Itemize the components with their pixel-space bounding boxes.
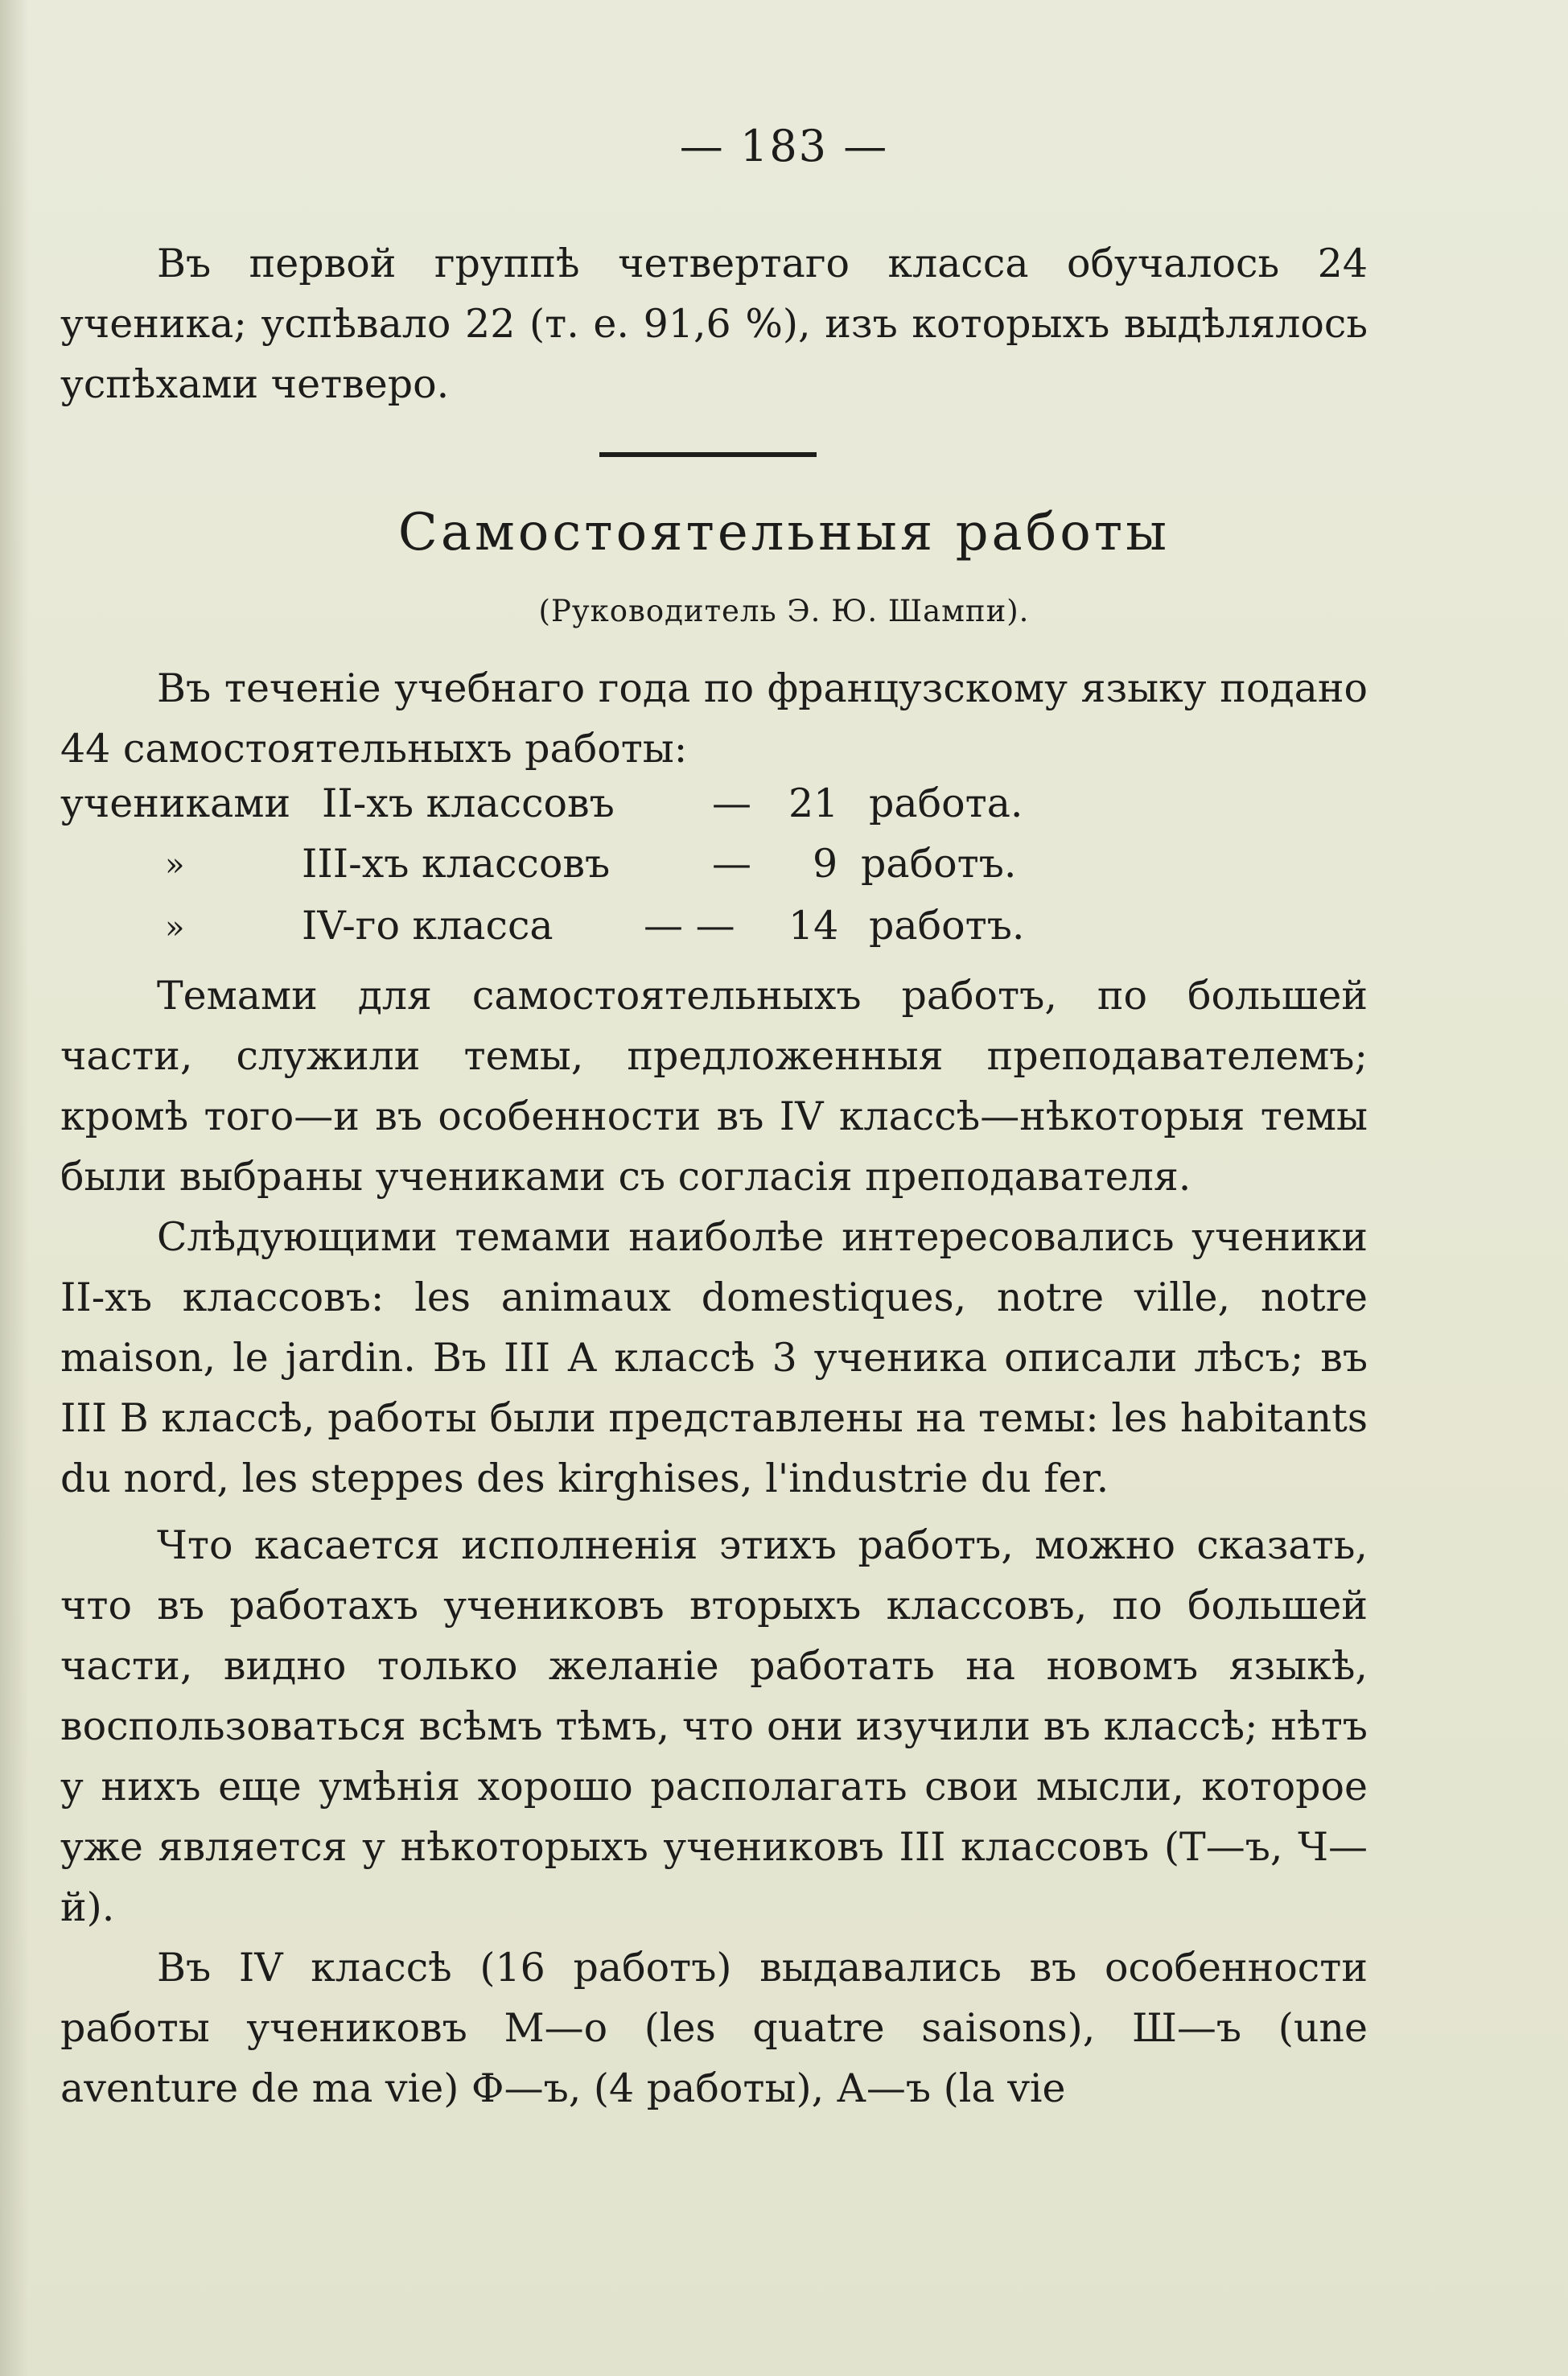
- list-dash: —: [712, 780, 751, 826]
- list-prefix: »: [165, 846, 185, 883]
- list-classes: III-хъ классовъ: [302, 841, 611, 887]
- list-classes: IV-го класса: [302, 903, 554, 949]
- page-number: — 183 —: [679, 121, 889, 171]
- list-classes: II-хъ классовъ: [322, 780, 615, 826]
- page-binding-shadow: [0, 0, 29, 2376]
- list-count: 21: [788, 780, 839, 826]
- list-dash: — —: [644, 903, 735, 949]
- list-unit: работа.: [869, 780, 1023, 826]
- section-title: Самостоятельныя работы: [397, 503, 1171, 562]
- intro-paragraph: Въ первой группѣ четвертаго класса обучалось 24 ученика; успѣвало 22 (т. е. 91,6 %), изъ которыхъ выдѣлялось успѣхами четверо.: [60, 241, 1368, 407]
- list-unit: работъ.: [861, 841, 1017, 887]
- list-unit: работъ.: [869, 903, 1025, 949]
- list-count: 14: [788, 903, 839, 949]
- opening-paragraph: Въ теченіе учебнаго года по французскому языку подано 44 самостоятельныхъ работы:: [60, 665, 1368, 772]
- opening-paragraph-block: [60, 658, 1368, 779]
- body-paragraphs: [60, 966, 1368, 2119]
- list-count: 9: [813, 841, 838, 887]
- paragraph-class-iv: Въ IV классѣ (16 работъ) выдавались въ особенности работы учениковъ М—о (les quatre saisons), Ш—ъ (une aventure de ma vie) Ф—ъ, (4 работы), А—ъ (la vie: [60, 1945, 1368, 2111]
- list-prefix: учениками: [60, 780, 291, 826]
- paragraph-themes: Слѣдующими темами наиболѣе интересовались ученики II-хъ классовъ: les animaux domestiques, notre ville, notre maison, le jardin. Въ III А классѣ 3 ученика описали лѣсъ; въ III В классѣ, работы были представлены на темы: les habitants du nord, les steppes des kirghises, l'industrie du fer.: [60, 1214, 1368, 1501]
- section-supervisor: (Руководитель Э. Ю. Шампи).: [538, 594, 1030, 628]
- paragraph-execution: Что касается исполненія этихъ работъ, можно сказать, что въ работахъ учениковъ вторыхъ классовъ, по большей части, видно только желаніе работать на новомъ языкѣ, воспользоваться всѣмъ тѣмъ, что они изучили въ классѣ; нѣтъ у нихъ еще умѣнія хорошо располагать свои мысли, которое уже является у нѣкоторыхъ учениковъ III классовъ (Т—ъ, Ч—й).: [60, 1522, 1368, 1930]
- list-prefix: »: [165, 909, 185, 946]
- section-divider: [599, 452, 817, 457]
- paragraph-topics: Темами для самостоятельныхъ работъ, по большей части, служили темы, предложенныя преподавателемъ; кромѣ того—и въ особенности въ IV классѣ—нѣкоторыя темы были выбраны учениками съ согласія преподавателя.: [60, 973, 1368, 1200]
- list-dash: —: [712, 841, 751, 887]
- intro-paragraph-block: [60, 233, 1368, 414]
